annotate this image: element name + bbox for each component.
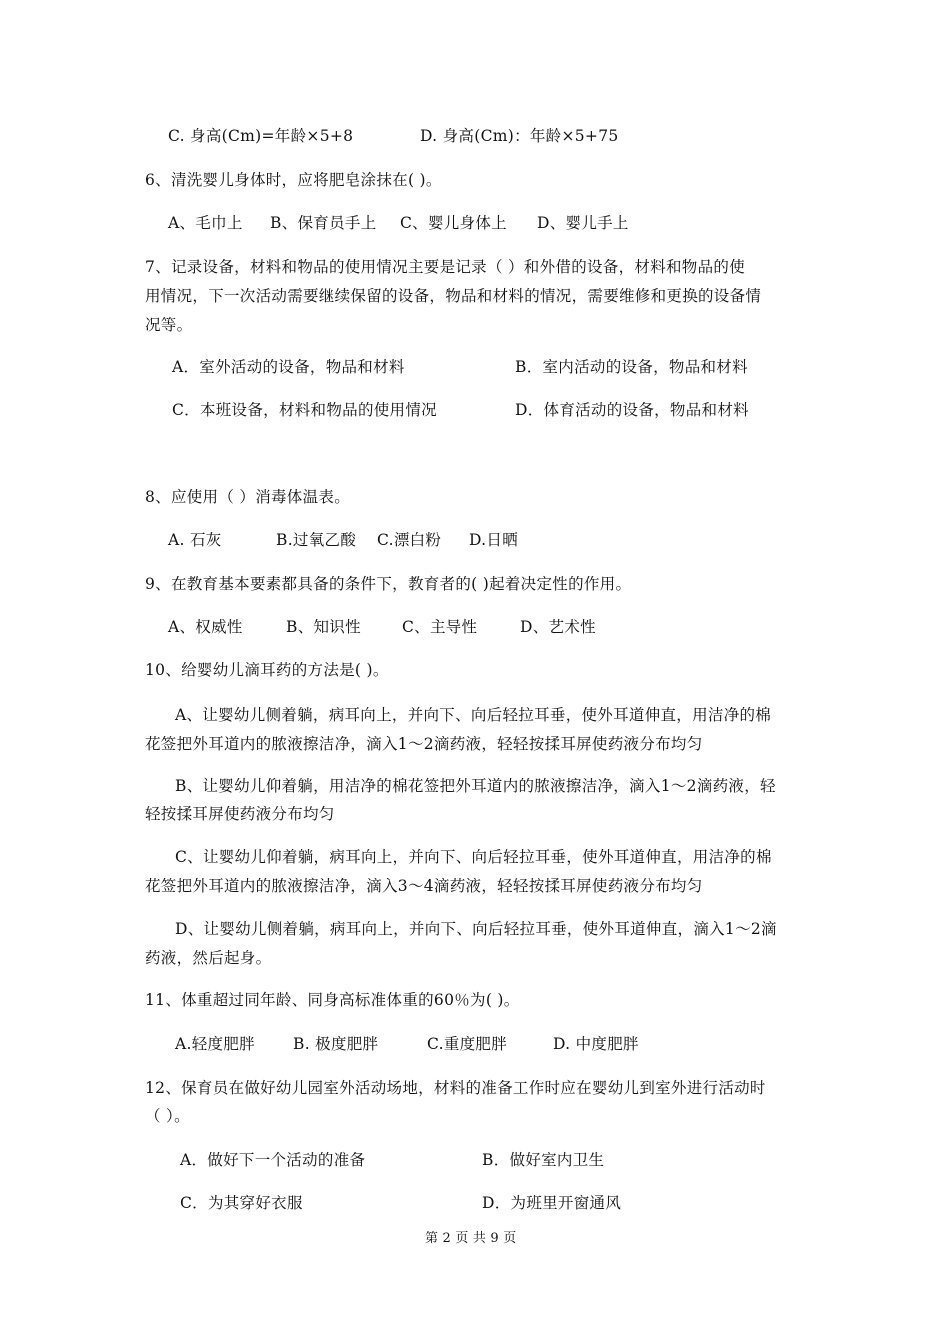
q7-option-d: D．体育活动的设备，物品和材料 [515, 401, 749, 419]
q12-stem-line-1: 12、保育员在做好幼儿园室外活动场地，材料的准备工作时应在婴幼儿到室外进行活动时 [145, 1079, 766, 1097]
q9-option-d: D、艺术性 [520, 618, 596, 636]
q5-option-d: D. 身高(Cm)：年龄×5+75 [420, 127, 619, 145]
q7-option-b: B．室内活动的设备，物品和材料 [515, 358, 748, 376]
q11-option-c: C.重度肥胖 [427, 1035, 508, 1053]
q10-stem: 10、给婴幼儿滴耳药的方法是( )。 [145, 661, 389, 679]
q8-option-c: C.漂白粉 [377, 531, 442, 549]
q6-option-b: B、保育员手上 [270, 214, 377, 232]
q12-stem-line-2: （ ）。 [145, 1107, 190, 1125]
q10-option-d-line-1: D、让婴幼儿侧着躺，病耳向上，并向下、向后轻拉耳垂，使外耳道伸直，滴入1～2滴 [175, 920, 777, 938]
page-number-footer: 第 2 页 共 9 页 [425, 1231, 517, 1246]
q6-stem: 6、清洗婴儿身体时，应将肥皂涂抹在( )。 [145, 171, 442, 189]
q9-option-a: A、权威性 [168, 618, 243, 636]
q7-stem-line-2: 用情况，下一次活动需要继续保留的设备，物品和材料的情况，需要维修和更换的设备情 [145, 287, 762, 305]
q12-option-b: B．做好室内卫生 [482, 1151, 605, 1169]
q12-option-c: C．为其穿好衣服 [180, 1194, 303, 1212]
q7-option-c: C．本班设备，材料和物品的使用情况 [172, 401, 437, 419]
q6-option-d: D、婴儿手上 [537, 214, 629, 232]
q10-option-c-line-2: 花签把外耳道内的脓液擦洁净，滴入3～4滴药液，轻轻按揉耳屏使药液分布均匀 [145, 877, 703, 895]
q9-option-b: B、知识性 [286, 618, 361, 636]
q10-option-d-line-2: 药液，然后起身。 [145, 949, 272, 967]
q8-stem: 8、应使用（ ）消毒体温表。 [145, 488, 350, 506]
q10-option-b-line-2: 轻按揉耳屏使药液分布均匀 [145, 805, 335, 823]
q8-option-a: A. 石灰 [168, 531, 222, 549]
q5-option-c: C. 身高(Cm)=年龄×5+8 [168, 127, 354, 145]
q7-stem-line-1: 7、记录设备，材料和物品的使用情况主要是记录（ ）和外借的设备，材料和物品的使 [145, 258, 745, 276]
q9-stem: 9、在教育基本要素都具备的条件下，教育者的( )起着决定性的作用。 [145, 575, 632, 593]
q12-option-d: D．为班里开窗通风 [482, 1194, 622, 1212]
q7-stem-line-3: 况等。 [145, 316, 193, 334]
q11-option-a: A.轻度肥胖 [175, 1035, 255, 1053]
q8-option-b: B.过氧乙酸 [276, 531, 357, 549]
q6-option-c: C、婴儿身体上 [400, 214, 507, 232]
q11-option-b: B. 极度肥胖 [293, 1035, 379, 1053]
q10-option-a-line-2: 花签把外耳道内的脓液擦洁净，滴入1～2滴药液，轻轻按揉耳屏使药液分布均匀 [145, 735, 703, 753]
q12-option-a: A．做好下一个活动的准备 [180, 1151, 366, 1169]
q10-option-a-line-1: A、让婴幼儿侧着躺，病耳向上，并向下、向后轻拉耳垂，使外耳道伸直，用洁净的棉 [175, 706, 772, 724]
q10-option-b-line-1: B、让婴幼儿仰着躺，用洁净的棉花签把外耳道内的脓液擦洁净，滴入1～2滴药液，轻 [175, 777, 776, 795]
q11-stem: 11、体重超过同年龄、同身高标准体重的60％为( )。 [145, 991, 520, 1009]
q11-option-d: D. 中度肥胖 [553, 1035, 639, 1053]
q9-option-c: C、主导性 [402, 618, 478, 636]
q7-option-a: A．室外活动的设备，物品和材料 [172, 358, 405, 376]
q8-option-d: D.日晒 [469, 531, 519, 549]
q6-option-a: A、毛巾上 [168, 214, 243, 232]
q10-option-c-line-1: C、让婴幼儿仰着躺，病耳向上，并向下、向后轻拉耳垂，使外耳道伸直，用洁净的棉 [175, 848, 772, 866]
